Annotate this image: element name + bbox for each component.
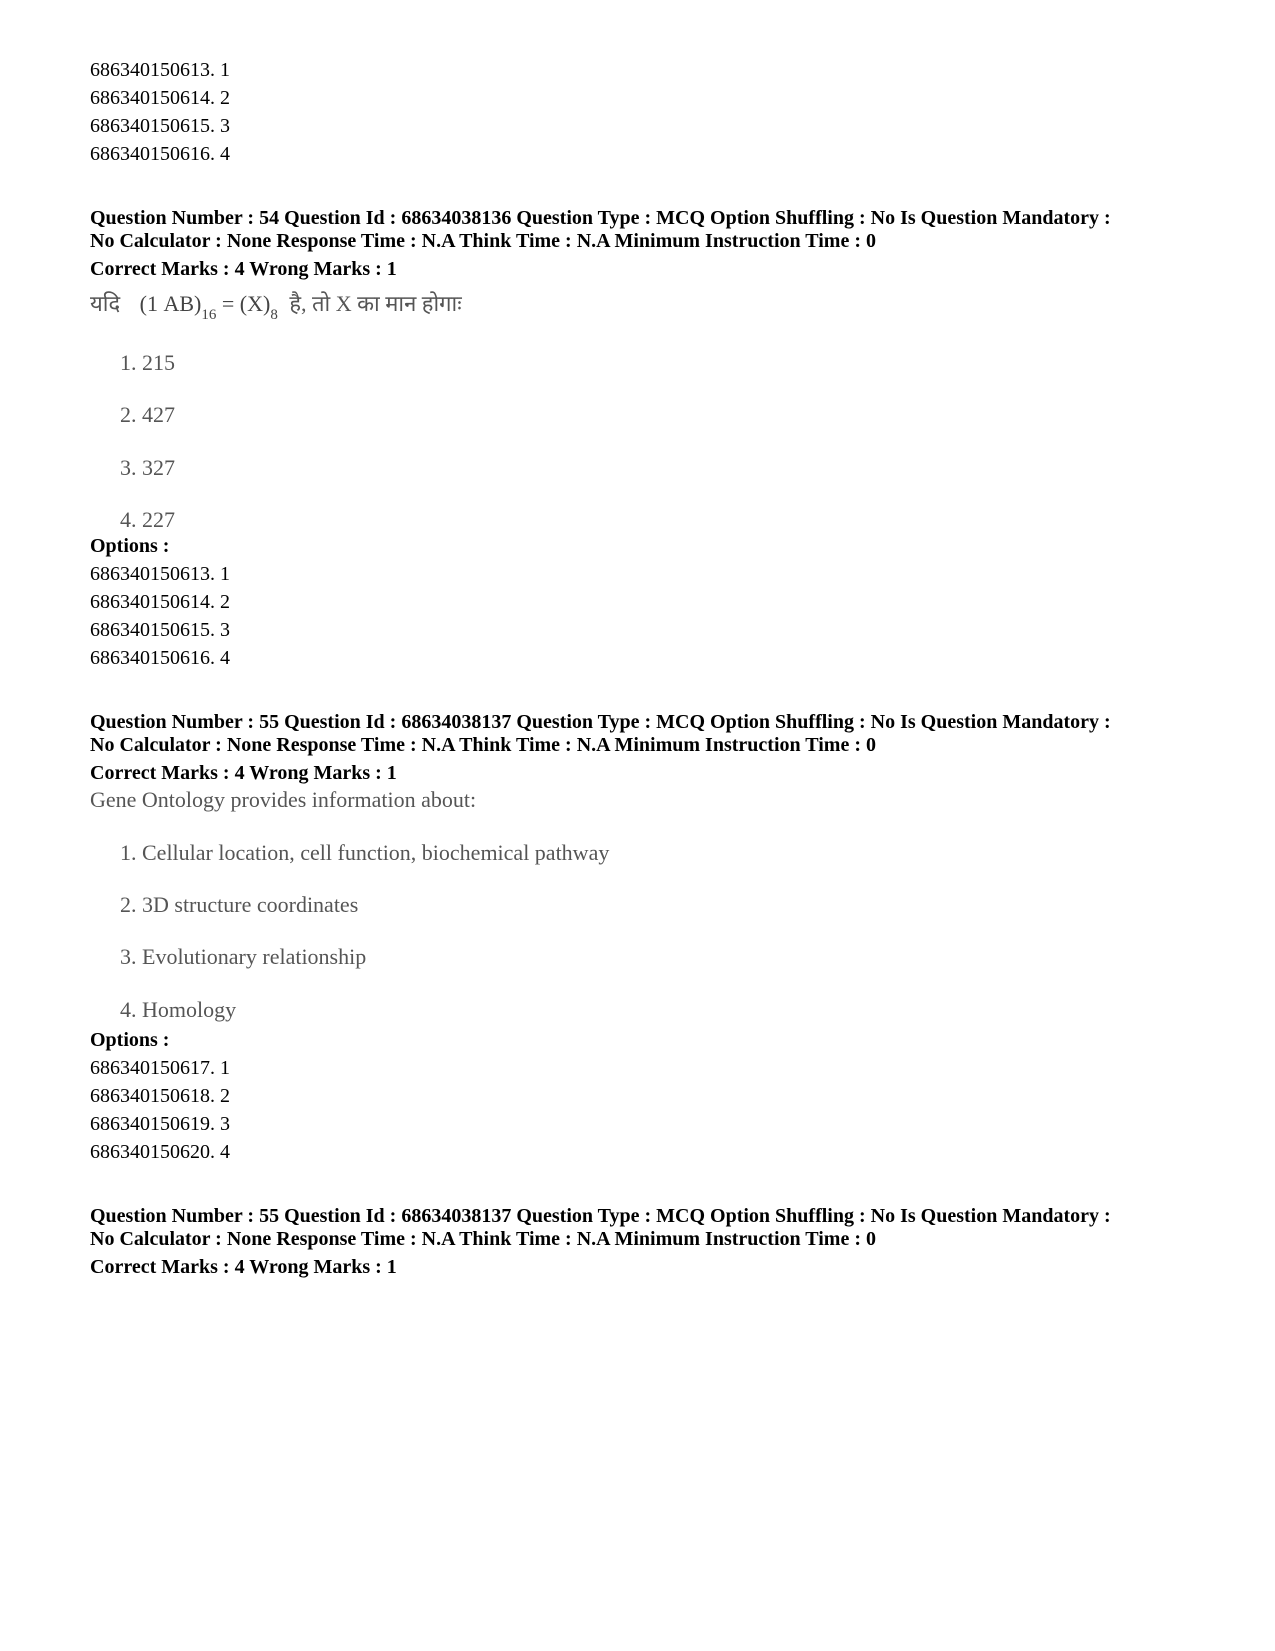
q55-choice: 4. Homology [120, 997, 237, 1022]
q54-math-left: (1 AB) [139, 291, 202, 316]
q54-sub-left: 16 [201, 307, 217, 323]
option-id-line: 686340150618. 2 [90, 1085, 230, 1107]
option-id-line: 686340150619. 3 [90, 1113, 230, 1135]
q54-sub-right: 8 [270, 307, 278, 323]
q55-repeat-marks: Correct Marks : 4 Wrong Marks : 1 [90, 1256, 397, 1278]
q55-header-line2: No Calculator : None Response Time : N.A Think Time : N.A Minimum Instruction Time : 0 [90, 734, 876, 756]
q54-options-label: Options : [90, 535, 170, 557]
q55-repeat-header-line1: Question Number : 55 Question Id : 68634038137 Question Type : MCQ Option Shuffling : No Is Question Mandatory : [90, 1205, 1111, 1227]
q55-marks: Correct Marks : 4 Wrong Marks : 1 [90, 762, 397, 784]
q54-choice: 2. 427 [120, 402, 175, 427]
option-id-line: 686340150617. 1 [90, 1057, 230, 1079]
option-id-line: 686340150616. 4 [90, 647, 230, 669]
option-id-line: 686340150613. 1 [90, 59, 230, 81]
q54-header-line2: No Calculator : None Response Time : N.A Think Time : N.A Minimum Instruction Time : 0 [90, 230, 876, 252]
q55-question: Gene Ontology provides information about: [90, 787, 477, 812]
q55-choice: 3. Evolutionary relationship [120, 944, 367, 969]
q54-question [90, 288, 462, 323]
option-id-line: 686340150614. 2 [90, 87, 230, 109]
q54-question-suffix: है, तो X का मान होगाः [289, 291, 462, 316]
option-id-line: 686340150613. 1 [90, 563, 230, 585]
option-id-line: 686340150615. 3 [90, 619, 230, 641]
q54-header-line1: Question Number : 54 Question Id : 68634038136 Question Type : MCQ Option Shuffling : No Is Question Mandatory : [90, 207, 1111, 229]
q54-question-prefix: यदि [90, 291, 121, 316]
q55-choice: 1. Cellular location, cell function, biochemical pathway [120, 840, 610, 865]
option-id-line: 686340150615. 3 [90, 115, 230, 137]
q54-choice: 3. 327 [120, 455, 175, 480]
q55-options-label: Options : [90, 1029, 170, 1051]
option-id-line: 686340150616. 4 [90, 143, 230, 165]
q54-math-eq: = (X) [221, 291, 271, 316]
q54-marks: Correct Marks : 4 Wrong Marks : 1 [90, 258, 397, 280]
q55-choice: 2. 3D structure coordinates [120, 892, 359, 917]
option-id-line: 686340150614. 2 [90, 591, 230, 613]
q54-choice: 4. 227 [120, 507, 175, 532]
option-id-line: 686340150620. 4 [90, 1141, 230, 1163]
q54-choice: 1. 215 [120, 350, 175, 375]
q55-repeat-header-line2: No Calculator : None Response Time : N.A Think Time : N.A Minimum Instruction Time : 0 [90, 1228, 876, 1250]
q55-header-line1: Question Number : 55 Question Id : 68634038137 Question Type : MCQ Option Shuffling : No Is Question Mandatory : [90, 711, 1111, 733]
